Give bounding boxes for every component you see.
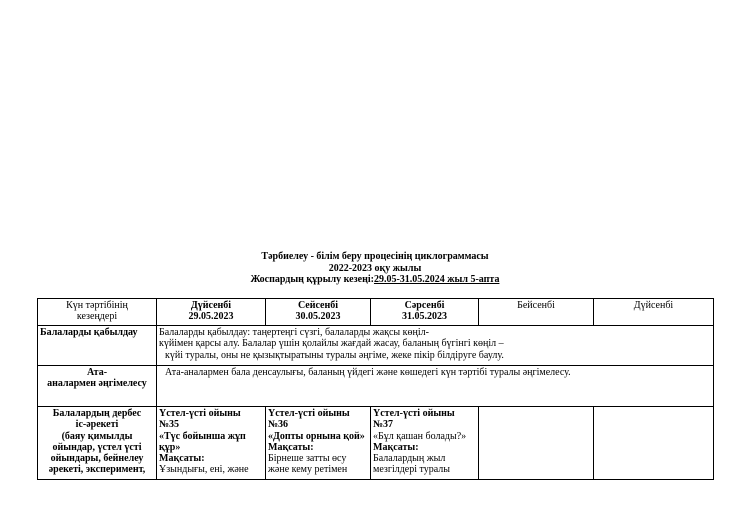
day-name: Дүйсенбі [633, 300, 674, 311]
activity-game: «Допты орнына қой» [268, 430, 365, 442]
header-period [0, 274, 750, 286]
day-name: Сейсенбі [297, 300, 339, 311]
header-label-line: кезеңдері [76, 311, 118, 323]
label-line: әрекеті, эксперимент, [48, 464, 146, 476]
header-period-dates: 29.05-31.05.2024 жыл 5-апта [373, 274, 500, 285]
row-label-activity [38, 407, 157, 480]
activity-game: «Бұл қашан болады?» [373, 430, 467, 442]
row-content-parents [157, 366, 714, 407]
activity-game: «Түс бойынша жұп [159, 430, 246, 442]
header-label-line: Күн тәртібінің [66, 300, 128, 311]
content-line: күйі туралы, оны не қызықтыратыны туралы әңгіме, жеке пікір білдіруге баулу. [165, 349, 504, 361]
table-row-reception [38, 326, 714, 366]
row-label-reception: Балаларды қабылдау [38, 326, 157, 366]
activity-goal: және кему ретімен [268, 464, 348, 476]
activity-number: №36 [268, 419, 289, 431]
day-name: Бейсенбі [517, 300, 555, 311]
header-cell-day-5 [594, 299, 714, 326]
activity-number: №35 [159, 419, 180, 431]
activity-goal-label: Мақсаты: [159, 453, 205, 465]
label-line: ойындары, бейнелеу [50, 453, 144, 465]
activity-goal: мезгілдері туралы [373, 464, 450, 476]
content-line: Балаларды қабылдау: таңертеңгі сүзгі, балаларды жақсы көңіл- [159, 327, 429, 338]
header-cell-day-1 [157, 299, 266, 326]
activity-cell-day-1 [157, 407, 266, 480]
header-cell-day-3 [371, 299, 479, 326]
activity-goal-label: Мақсаты: [268, 441, 314, 453]
label-line: аналармен әңгімелесу [47, 378, 147, 390]
activity-cell-day-4 [479, 407, 594, 480]
activity-cell-day-2 [266, 407, 371, 480]
row-content-reception [157, 326, 714, 366]
activity-number: №37 [373, 419, 394, 431]
header-period-prefix: Жоспардың құрылу кезеңі: [250, 274, 374, 285]
label-line: Ата- [86, 367, 108, 378]
day-date: 29.05.2023 [188, 311, 234, 323]
table-header-row [38, 299, 714, 326]
activity-title: Үстел-үсті ойыны [159, 408, 241, 419]
activity-goal: Балалардың жыл [373, 453, 446, 465]
activity-cell-day-3 [371, 407, 479, 480]
table-row-activity [38, 407, 714, 480]
header-cell-day-2 [266, 299, 371, 326]
activity-title: Үстел-үсті ойыны [373, 408, 455, 419]
document-header [0, 251, 750, 286]
label-line: ойындар, үстел үсті [52, 441, 142, 453]
day-date: 31.05.2023 [402, 311, 447, 323]
table-row-parents [38, 366, 714, 407]
header-cell-day-4 [479, 299, 594, 326]
label-line: (баяу қимылды [61, 430, 133, 442]
label-line: Балалардың дербес [52, 408, 142, 419]
day-date: 30.05.2023 [295, 311, 341, 323]
header-title: Тәрбиелеу - білім беру процесінің циклограммасы [261, 251, 489, 262]
header-year: 2022-2023 оқу жылы [328, 262, 422, 274]
activity-game: құр» [159, 441, 181, 453]
content-line: күйімен қарсы алу. Балалар үшін қолайлы жағдай жасау, баланың бүгінгі көңіл – [159, 338, 504, 350]
row-label-parents [38, 366, 157, 407]
activity-title: Үстел-үсті ойыны [268, 408, 350, 419]
activity-goal: Бірнеше затты өсу [268, 453, 347, 465]
cyclogram-table [37, 298, 714, 480]
header-cell-periods [38, 299, 157, 326]
day-name: Сәрсенбі [404, 300, 445, 311]
activity-goal: Ұзындығы, ені, және [159, 464, 249, 476]
label-line: іс-әрекеті [75, 419, 119, 431]
activity-goal-label: Мақсаты: [373, 441, 419, 453]
day-name: Дүйсенбі [190, 300, 232, 311]
content-line: Ата-аналармен бала денсаулығы, баланың үйдегі және көшедегі күн тәртібі туралы әңгімелесу. [165, 367, 571, 378]
activity-cell-day-5 [594, 407, 714, 480]
